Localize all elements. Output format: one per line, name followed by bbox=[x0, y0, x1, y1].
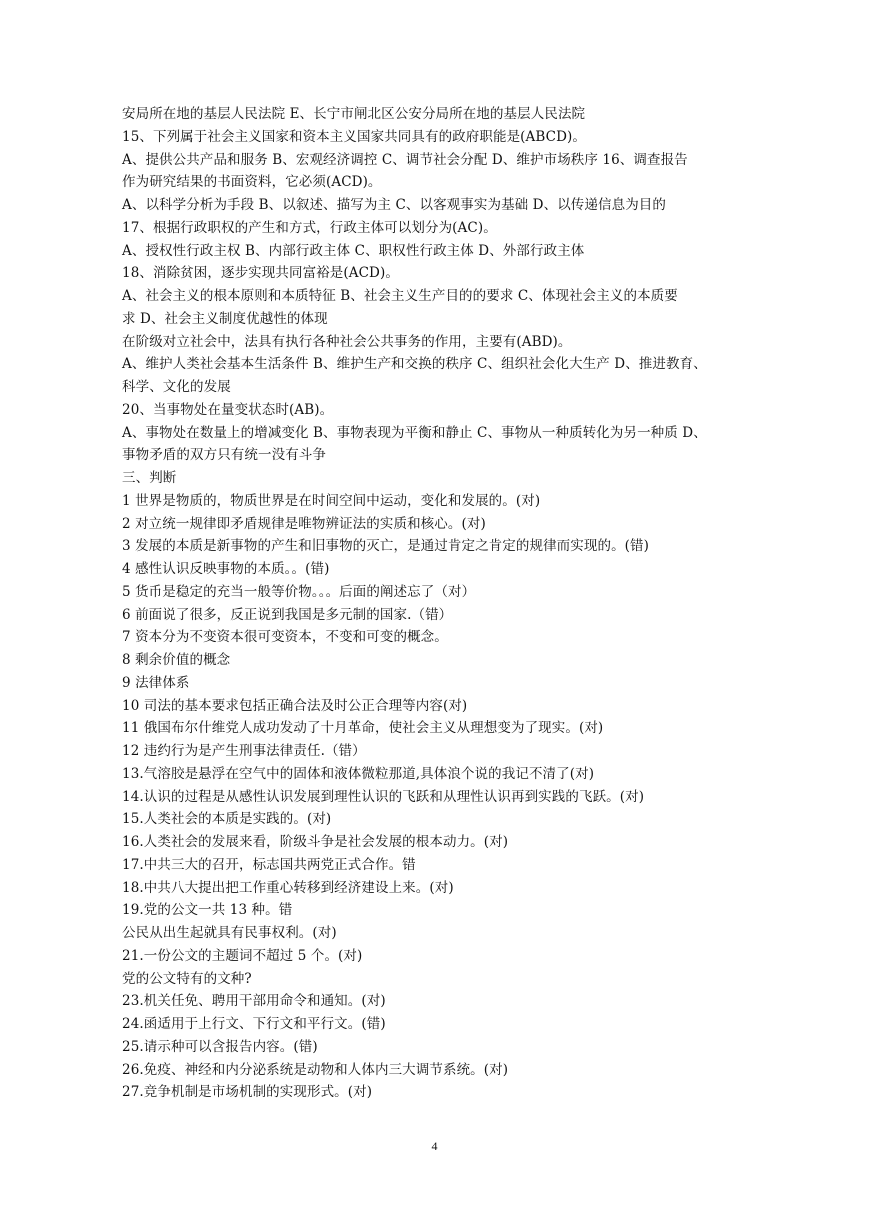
text-line: A、事物处在数量上的增减变化 B、事物表现为平衡和静止 C、事物从一种质转化为另一种质 D、 bbox=[122, 424, 707, 441]
text-line: 5 货币是稳定的充当一般等价物。。。后面的阐述忘了（对） bbox=[122, 583, 476, 600]
text-line: 25.请示种可以含报告内容。(错) bbox=[122, 1038, 318, 1055]
text-line: A、提供公共产品和服务 B、宏观经济调控 C、调节社会分配 D、维护市场秩序 16、调查报告 bbox=[122, 151, 688, 168]
text-line: 科学、文化的发展 bbox=[122, 379, 231, 395]
text-line: A、社会主义的根本原则和本质特征 B、社会主义生产目的的要求 C、体现社会主义的本质要 bbox=[122, 288, 678, 304]
text-line: 19.党的公文一共 13 种。错 bbox=[122, 902, 293, 919]
text-line: 9 法律体系 bbox=[122, 674, 190, 691]
text-line: 27.竞争机制是市场机制的实现形式。(对) bbox=[122, 1084, 373, 1101]
text-line: 作为研究结果的书面资料，它必须(ACD)。 bbox=[122, 174, 382, 191]
text-line: 12 违约行为是产生刑事法律责任.（错） bbox=[122, 743, 366, 759]
text-line: 24.函适用于上行文、下行文和平行文。(错) bbox=[122, 1016, 386, 1032]
text-line: 15.人类社会的本质是实践的。(对) bbox=[122, 811, 332, 828]
text-line: 1 世界是物质的，物质世界是在时间空间中运动，变化和发展的。(对) bbox=[122, 492, 541, 509]
text-line: 18.中共八大提出把工作重心转移到经济建设上来。(对) bbox=[122, 879, 454, 896]
document-body bbox=[122, 103, 762, 1104]
text-line: 7 资本分为不变资本很可变资本，不变和可变的概念。 bbox=[122, 629, 448, 646]
text-line: 16.人类社会的发展来看，阶级斗争是社会发展的根本动力。(对) bbox=[122, 834, 509, 850]
text-line: 2 对立统一规律即矛盾规律是唯物辨证法的实质和核心。(对) bbox=[122, 515, 486, 532]
text-line: 事物矛盾的双方只有统一没有斗争 bbox=[122, 447, 326, 464]
text-line: 15、下列属于社会主义国家和资本主义国家共同具有的政府职能是(ABCD)。 bbox=[122, 128, 586, 145]
text-line: 11 俄国布尔什维党人成功发动了十月革命，使社会主义从理想变为了现实。(对) bbox=[122, 720, 604, 737]
text-line: 安局所在地的基层人民法院 E、长宁市闸北区公安分局所在地的基层人民法院 bbox=[122, 106, 586, 122]
text-line: 18、消除贫困，逐步实现共同富裕是(ACD)。 bbox=[122, 265, 399, 282]
text-line: 党的公文特有的文种? bbox=[122, 970, 252, 987]
text-line: A、维护人类社会基本生活条件 B、维护生产和交换的秩序 C、组织社会化大生产 D、推进教育、 bbox=[122, 356, 707, 373]
text-line: 求 D、社会主义制度优越性的体现 bbox=[122, 310, 328, 327]
text-line: 13.气溶胶是悬浮在空气中的固体和液体微粒那道,具体浪个说的我记不清了(对) bbox=[122, 765, 595, 782]
text-line: 17、根据行政职权的产生和方式，行政主体可以划分为(AC)。 bbox=[122, 219, 497, 236]
text-line: 在阶级对立社会中，法具有执行各种社会公共事务的作用，主要有(ABD)。 bbox=[122, 333, 572, 350]
text-line: 3 发展的本质是新事物的产生和旧事物的灭亡，是通过肯定之肯定的规律而实现的。(错) bbox=[122, 538, 650, 555]
text-line: 21.一份公文的主题词不超过 5 个。(对) bbox=[122, 947, 363, 964]
page-number: 4 bbox=[431, 1139, 438, 1153]
text-line: 三、判断 bbox=[122, 470, 177, 486]
text-line: A、授权性行政主权 B、内部行政主体 C、职权性行政主体 D、外部行政主体 bbox=[122, 242, 585, 259]
text-line: 8 剩余价值的概念 bbox=[122, 652, 231, 668]
text-line: 14.认识的过程是从感性认识发展到理性认识的飞跃和从理性认识再到实践的飞跃。(对) bbox=[122, 788, 645, 805]
text-line: 公民从出生起就具有民事权利。(对) bbox=[122, 925, 337, 941]
text-line: 10 司法的基本要求包括正确合法及时公正合理等内容(对) bbox=[122, 697, 468, 714]
text-line: A、以科学分析为手段 B、以叙述、描写为主 C、以客观事实为基础 D、以传递信息为目的 bbox=[122, 197, 666, 213]
text-line: 17.中共三大的召开，标志国共两党正式合作。错 bbox=[122, 856, 416, 873]
text-line: 26.免疫、神经和内分泌系统是动物和人体内三大调节系统。(对) bbox=[122, 1061, 509, 1078]
text-line: 6 前面说了很多，反正说到我国是多元制的国家.（错） bbox=[122, 606, 453, 623]
text-line: 23.机关任免、聘用干部用命令和通知。(对) bbox=[122, 993, 386, 1010]
text-line: 20、当事物处在量变状态时(AB)。 bbox=[122, 401, 334, 418]
text-line: 4 感性认识反映事物的本质。。(错) bbox=[122, 561, 330, 577]
